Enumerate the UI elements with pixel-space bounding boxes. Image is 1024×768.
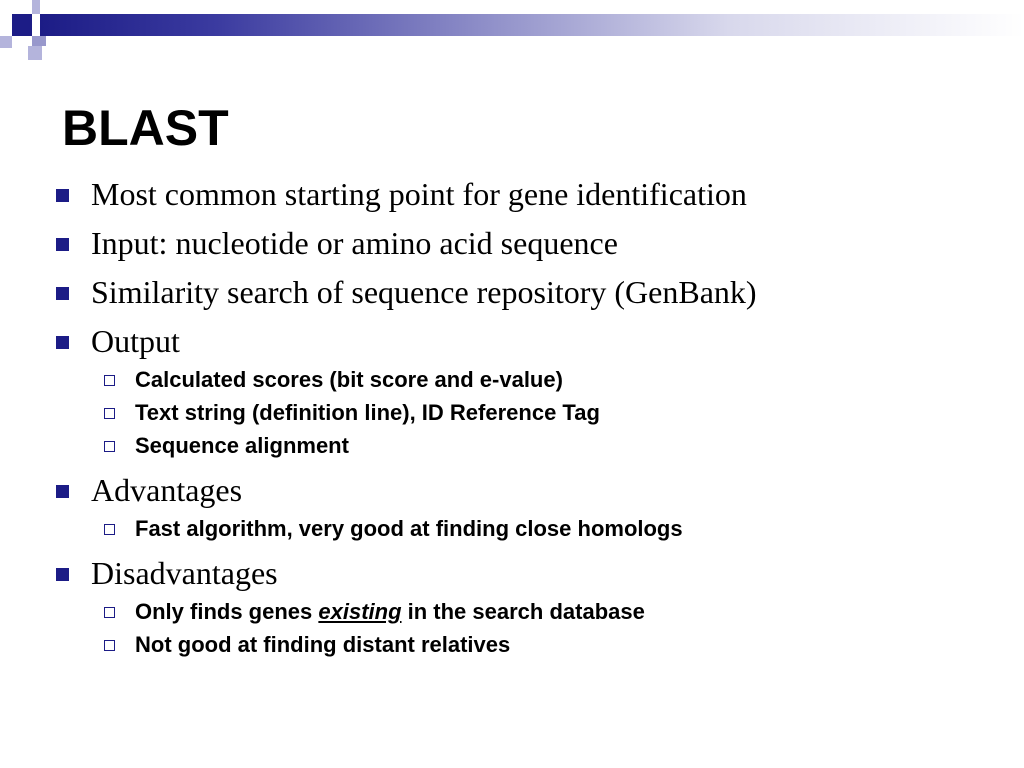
advantages-sublist (104, 514, 996, 544)
sub-bullet-text: Fast algorithm, very good at finding close homologs (135, 516, 683, 541)
decoration-square (32, 36, 46, 46)
square-bullet-icon (56, 568, 69, 581)
bullet-text: Disadvantages (91, 555, 278, 591)
sublist-container (56, 597, 996, 660)
header-decoration-band (40, 14, 1024, 36)
sub-bullet-text: Text string (definition line), ID Reference Tag (135, 400, 600, 425)
decoration-square (32, 14, 40, 36)
sub-bullet-text-group (135, 597, 645, 627)
sublist-container (56, 365, 996, 461)
hollow-square-bullet-icon (104, 375, 115, 386)
bullet-text: Output (91, 323, 180, 359)
bullet-text: Advantages (91, 472, 243, 508)
square-bullet-icon (56, 238, 69, 251)
bullet-item-input (56, 223, 996, 263)
decoration-square (28, 46, 42, 60)
sub-bullet-item-existing-genes (104, 597, 996, 627)
hollow-square-bullet-icon (104, 408, 115, 419)
decoration-square (46, 36, 60, 46)
slide-title: BLAST (62, 100, 229, 156)
square-bullet-icon (56, 336, 69, 349)
disadvantages-sublist (104, 597, 996, 660)
sublist-container (56, 514, 996, 544)
sub-bullet-text-before: Only finds genes (135, 599, 319, 624)
decoration-square (60, 0, 76, 14)
sub-bullet-item-distant-relatives (104, 630, 996, 660)
sub-bullet-text-after: in the search database (401, 599, 645, 624)
sub-bullet-item-text-string (104, 398, 996, 428)
sub-bullet-text: Sequence alignment (135, 433, 349, 458)
bullet-item-disadvantages (56, 553, 996, 593)
bullet-list (56, 174, 996, 664)
bullet-text: Input: nucleotide or amino acid sequence (91, 225, 618, 261)
sub-bullet-item-fast-algorithm (104, 514, 996, 544)
hollow-square-bullet-icon (104, 640, 115, 651)
bullet-item-advantages (56, 470, 996, 510)
square-bullet-icon (56, 287, 69, 300)
decoration-square (0, 36, 12, 48)
decoration-square (32, 0, 40, 14)
square-bullet-icon (56, 189, 69, 202)
bullet-item-gene-identification (56, 174, 996, 214)
hollow-square-bullet-icon (104, 524, 115, 535)
bullet-item-output (56, 321, 996, 361)
hollow-square-bullet-icon (104, 441, 115, 452)
bullet-text: Most common starting point for gene identification (91, 176, 747, 212)
output-sublist (104, 365, 996, 461)
decoration-square (12, 14, 32, 36)
emphasized-word: existing (318, 599, 402, 624)
bullet-text: Similarity search of sequence repository (GenBank) (91, 274, 757, 310)
bullet-item-similarity-search (56, 272, 996, 312)
hollow-square-bullet-icon (104, 607, 115, 618)
square-bullet-icon (56, 485, 69, 498)
sub-bullet-text: Calculated scores (bit score and e-value) (135, 367, 563, 392)
sub-bullet-item-alignment (104, 431, 996, 461)
sub-bullet-text: Not good at finding distant relatives (135, 632, 511, 657)
sub-bullet-item-scores (104, 365, 996, 395)
